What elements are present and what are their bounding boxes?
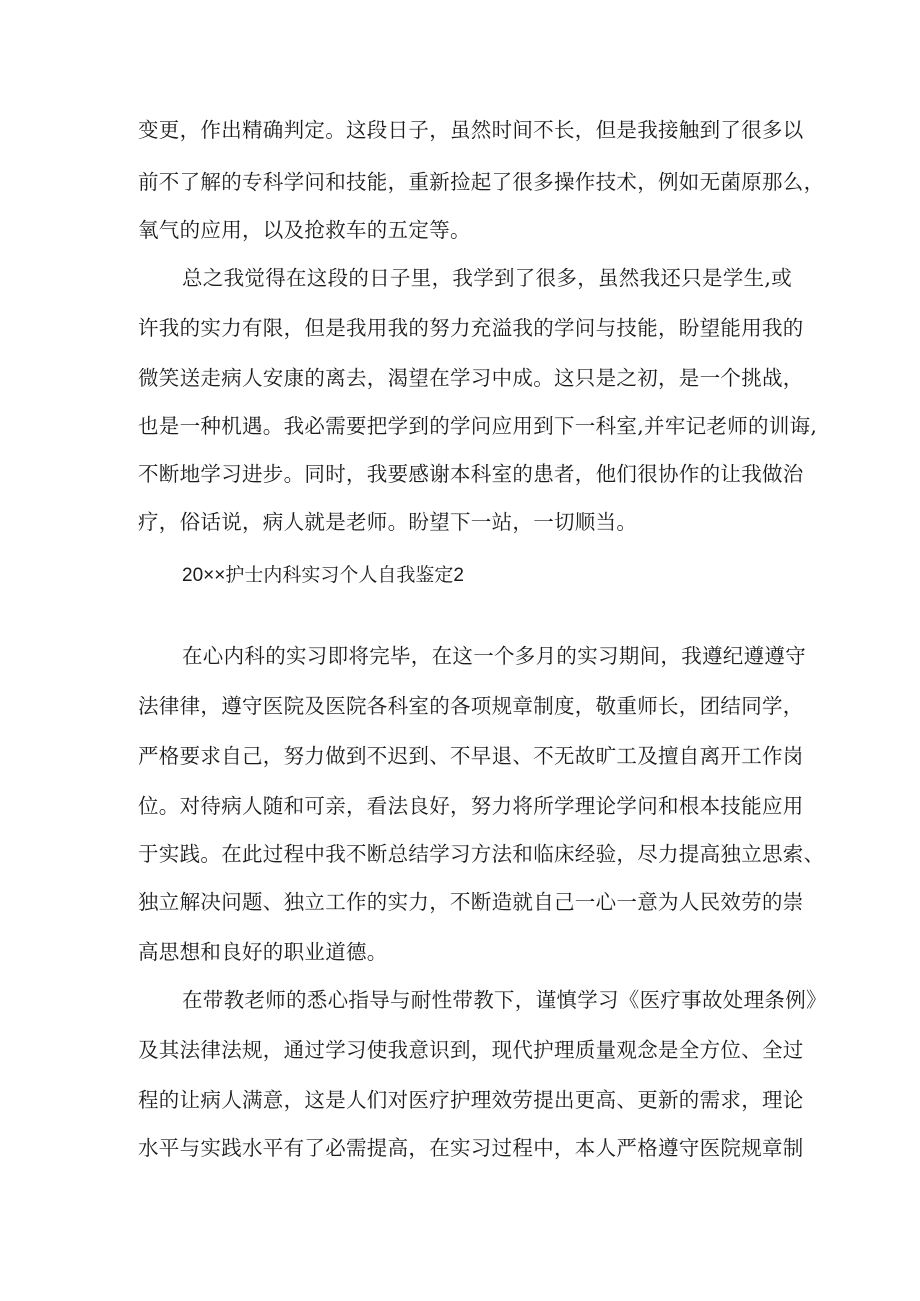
paragraph-4-line-4: 水平与实践水平有了必需提高，在实习过程中，本人严格遵守医院规章制 [138, 1136, 804, 1160]
paragraph-1-line-2: 前不了解的专科学问和技能，重新捡起了很多操作技术，例如无菌原那么， [138, 170, 825, 194]
paragraph-2-line-4: 也是一种机遇。我必需要把学到的学问应用到下一科室,并牢记老师的训诲, [138, 414, 818, 438]
paragraph-3-line-7: 高思想和良好的职业道德。 [138, 940, 388, 964]
section-heading: 20××护士内科实习个人自我鉴定2 [182, 565, 464, 586]
paragraph-2-line-3: 微笑送走病人安康的离去，渴望在学习中成。这只是之初，是一个挑战， [138, 366, 804, 390]
paragraph-4-line-2: 及其法律法规，通过学习使我意识到，现代护理质量观念是全方位、全过 [138, 1038, 804, 1062]
paragraph-1-line-1: 变更，作出精确判定。这段日子，虽然时间不长，但是我接触到了很多以 [138, 118, 804, 142]
paragraph-1-line-3: 氧气的应用，以及抢救车的五定等。 [138, 218, 471, 242]
paragraph-4-line-1: 在带教老师的悉心指导与耐性带教下，谨慎学习《医疗事故处理条例》 [182, 988, 827, 1012]
paragraph-3-line-4: 位。对待病人随和可亲，看法良好，努力将所学理论学问和根本技能应用 [138, 794, 804, 818]
paragraph-4-line-3: 程的让病人满意，这是人们对医疗护理效劳提出更高、更新的需求，理论 [138, 1088, 804, 1112]
paragraph-3-line-1: 在心内科的实习即将完毕，在这一个多月的实习期间，我遵纪遵遵守 [182, 644, 806, 668]
paragraph-3-line-2: 法律律，遵守医院及医院各科室的各项规章制度，敬重师长，团结同学， [138, 694, 804, 718]
paragraph-2-line-2: 许我的实力有限，但是我用我的努力充溢我的学问与技能，盼望能用我的 [138, 316, 804, 340]
paragraph-2-line-1: 总之我觉得在这段的日子里，我学到了很多，虽然我还只是学生,或 [182, 266, 793, 290]
paragraph-3-line-5: 于实践。在此过程中我不断总结学习方法和临床经验，尽力提高独立思索、 [138, 842, 825, 866]
paragraph-3-line-6: 独立解决问题、独立工作的实力，不断造就自己一心一意为人民效劳的崇 [138, 890, 804, 914]
paragraph-2-line-6: 疗，俗话说，病人就是老师。盼望下一站，一切顺当。 [138, 510, 638, 534]
paragraph-2-line-5: 不断地学习进步。同时，我要感谢本科室的患者，他们很协作的让我做治 [138, 462, 804, 486]
paragraph-3-line-3: 严格要求自己，努力做到不迟到、不早退、不无故旷工及擅自离开工作岗 [138, 744, 804, 768]
